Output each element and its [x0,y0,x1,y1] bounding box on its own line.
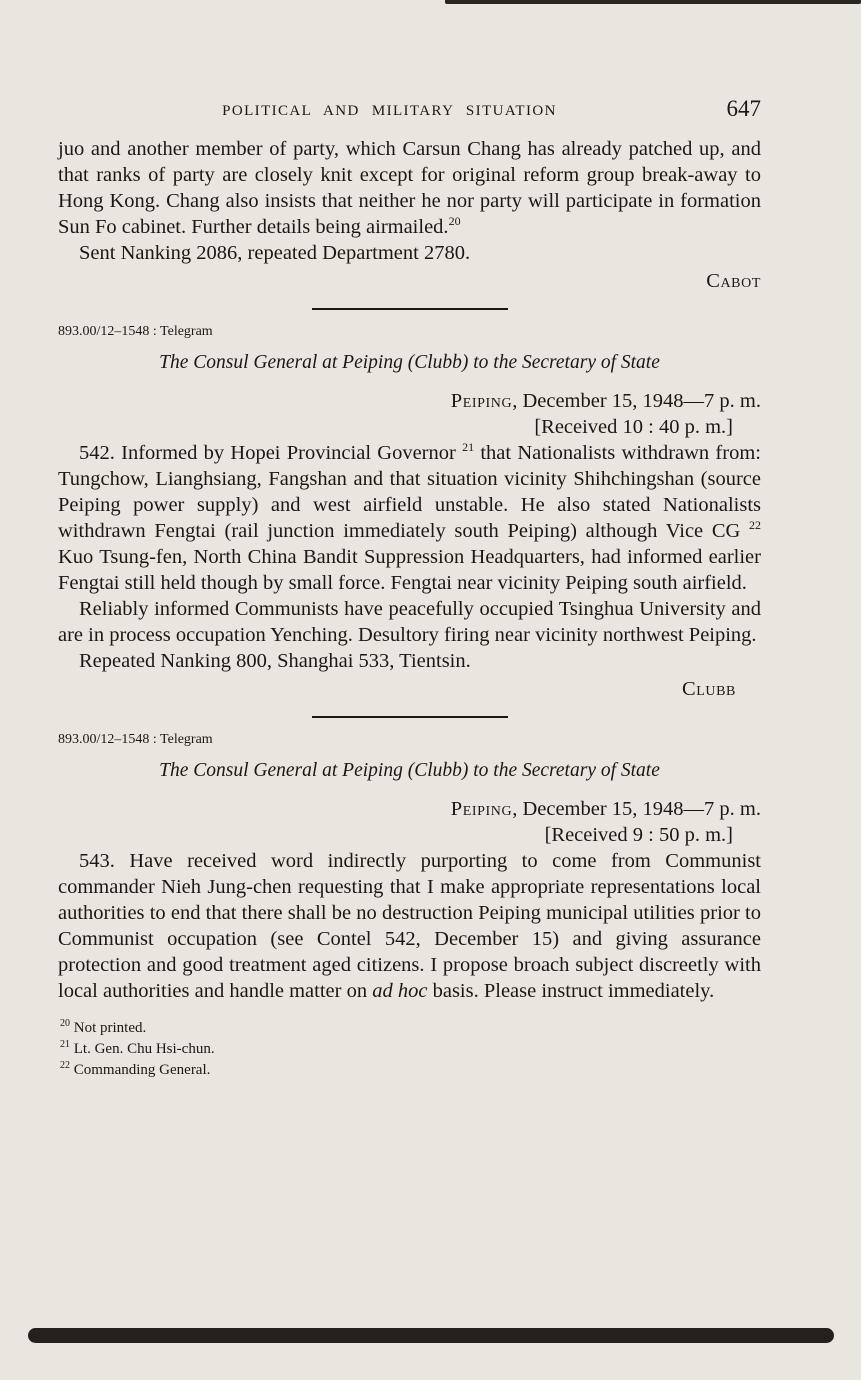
paragraph-text: 542. Informed by Hopei Provincial Governor [79,442,463,464]
footnote-text: Commanding General. [73,1062,211,1078]
footnote-22 [60,1060,761,1081]
running-title: POLITICAL AND MILITARY SITUATION [222,103,557,119]
telegram-543-received: [Received 9 : 50 p. m.] [544,824,733,846]
footnote-text: Not printed. [73,1020,147,1036]
cabot-sent-line: Sent Nanking 2086, repeated Department 2780. [79,242,471,264]
footnote-ref-20: 20 [448,214,461,229]
footnote-number: 22 [60,1060,70,1071]
footnote-21 [60,1039,761,1060]
telegram-542-paragraph-1 [58,440,761,596]
cabot-continuation-paragraph [58,136,761,240]
telegram-divider-2 [312,716,508,718]
footnote-number: 20 [60,1018,70,1029]
signature-clubb-text: Clubb [681,678,736,700]
dateline-rest: , December 15, 1948—7 p. m. [512,390,761,412]
footnote-ref-21: 21 [462,440,475,455]
telegram-542-dateline [58,388,761,414]
dateline-place: Peiping [450,798,513,820]
footnotes-block [60,1018,761,1081]
telegram-543-dateline [58,796,761,822]
signature-cabot-text: Cabot [706,270,761,292]
page-content [58,136,761,1004]
footnote-number: 21 [60,1039,70,1050]
dateline-rest: , December 15, 1948—7 p. m. [512,798,761,820]
scan-edge-artifact-top [445,0,861,4]
footnote-20 [60,1018,761,1039]
telegram-542-received: [Received 10 : 40 p. m.] [534,416,733,438]
telegram-543-citation: 893.00/12–1548 : Telegram [58,732,213,747]
telegram-543-heading: The Consul General at Peiping (Clubb) to the Secretary of State [159,760,660,781]
dateline-place: Peiping [450,390,513,412]
telegram-542-paragraph-3: Repeated Nanking 800, Shanghai 533, Tientsin. [79,650,471,672]
telegram-543-paragraph-1 [58,848,761,1004]
page-number: 647 [726,96,761,121]
telegram-divider-1 [312,308,508,310]
paragraph-italic-text: ad hoc [372,980,428,1002]
telegram-542-paragraph-2: Reliably informed Communists have peacefully occupied Tsinghua University and are in process occupation Yenching. Desultory firing near vicinity northwest Peiping. [58,598,761,646]
paragraph-text: 543. Have received word indirectly purporting to come from Communist commander Nieh Jung-chen requesting that I make appropriate representations local authorities to end that there shall be no destruction Peiping municipal utilities prior to Communist occupation (see Contel 542, December 15) and giving assurance protection and good treatment aged citizens. I propose broach subject discreetly with local authorities and handle matter on [58,850,761,1002]
paragraph-text: that Nationalists withdrawn from: Tungchow, Lianghsiang, Fangshan and that situation vicinity Shihchingshan (source Peiping power supply) and west airfield unstable. He also stated Nationalists withdrawn Fengtai (rail junction immediately south Peiping) although Vice CG [58,442,761,542]
telegram-542-heading: The Consul General at Peiping (Clubb) to the Secretary of State [159,352,660,373]
signature-cabot [58,268,761,294]
footnote-text: Lt. Gen. Chu Hsi-chun. [73,1041,215,1057]
running-header [58,96,761,123]
signature-clubb [58,676,761,702]
paragraph-text: Kuo Tsung-fen, North China Bandit Suppression Headquarters, had informed earlier Fengtai still held though by small force. Fengtai near vicinity Peiping south airfield. [58,546,761,594]
paragraph-text: juo and another member of party, which Carsun Chang has already patched up, and that ranks of party are closely knit except for original reform group break-away to Hong Kong. Chang also insists that neither he nor party will participate in formation Sun Fo cabinet. Further details being airmailed. [58,138,761,238]
paragraph-text: basis. Please instruct immediately. [427,980,715,1002]
scan-edge-artifact-bottom [28,1328,834,1343]
footnote-ref-22: 22 [749,518,761,533]
telegram-542-citation: 893.00/12–1548 : Telegram [58,324,213,339]
